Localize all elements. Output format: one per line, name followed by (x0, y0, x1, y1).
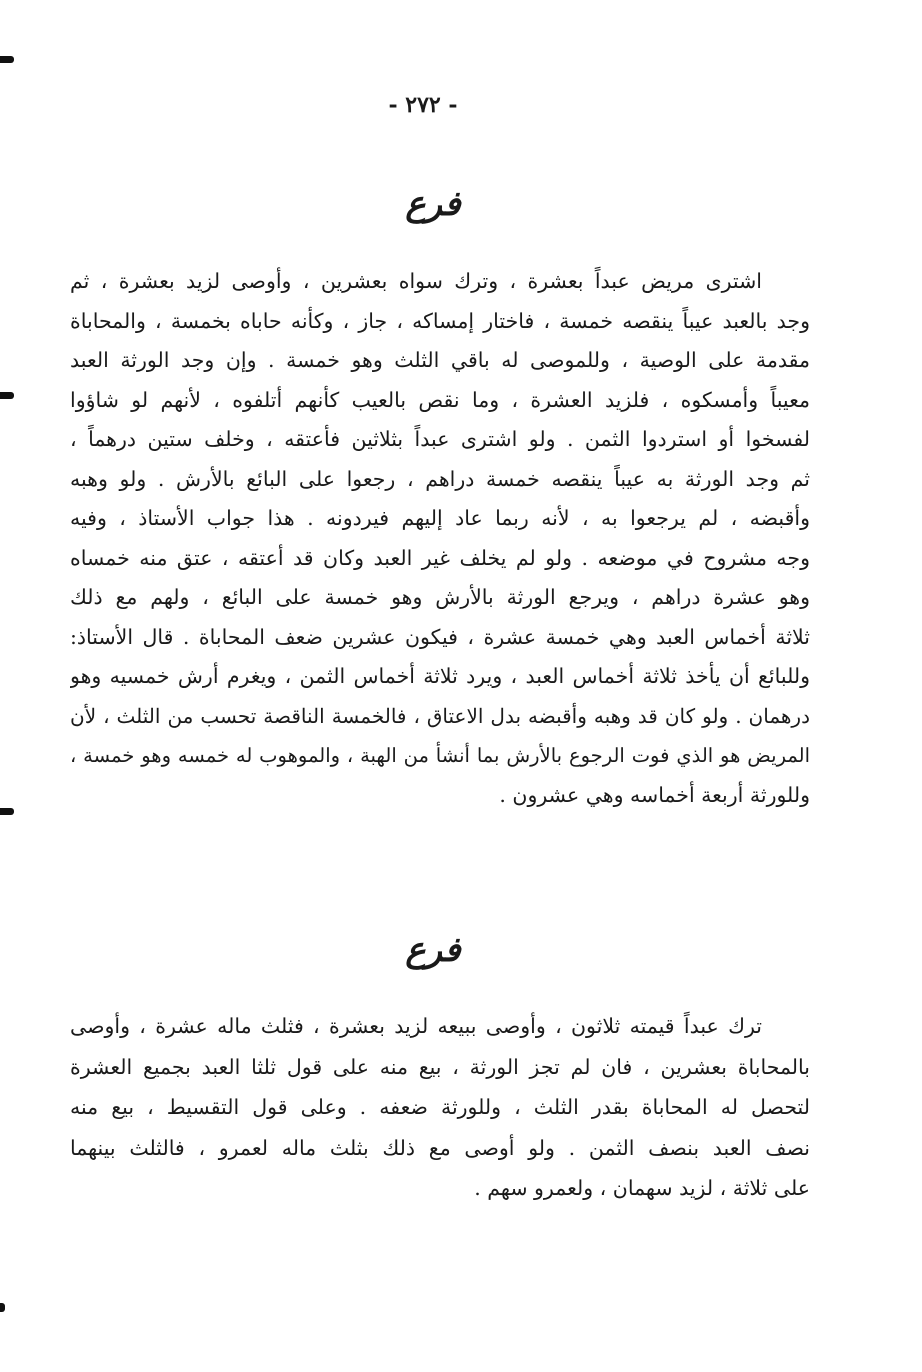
section-body (70, 262, 810, 815)
section-heading: فرع (405, 184, 461, 224)
text-line: بالمحاباة بعشرين ، فان لم تجز الورثة ، بيع منه على قول ثلثا العبد بجميع العشرة (70, 1054, 810, 1079)
text-line: المريض هو الذي فوت الرجوع بالأرش بما أنشأ من الهبة ، والموهوب له خمسه وهو خمسة ، (70, 744, 810, 767)
text-line: لتحصل له المحاباة بقدر الثلث ، وللورثة ضعفه . وعلى قول التقسيط ، بيع منه (70, 1095, 810, 1119)
text-line: درهمان . ولو كان قد وهبه وأقبضه بدل الاعتاق ، فالخمسة الناقصة تحسب من الثلث ، لأن (70, 703, 810, 728)
text-line: ترك عبداً قيمته ثلاثون ، وأوصى ببيعه لزيد بعشرة ، فثلث ماله عشرة ، وأوصى (70, 1014, 762, 1038)
text-line: على ثلاثة ، لزيد سهمان ، ولعمرو سهم . (474, 1176, 810, 1200)
margin-binding-mark (0, 392, 14, 399)
text-line: وهو عشرة دراهم ، ويرجع الورثة بالأرش وهو خمسة على البائع ، ولهم مع ذلك (70, 585, 810, 609)
text-line: ثم وجد الورثة به عيباً ينقصه خمسة دراهم ، رجعوا على البائع بالأرش . ولو وهبه (70, 466, 810, 491)
text-line: وجد بالعبد عيباً ينقصه خمسة ، فاختار إمساكه ، جاز ، وكأنه حاباه بخمسة ، والمحاباة (70, 308, 810, 333)
text-line: ثلاثة أخماس العبد وهي خمسة عشرة ، فيكون عشرين ضعف المحاباة . قال الأستاذ: (70, 624, 810, 649)
text-line: نصف العبد بنصف الثمن . ولو أوصى مع ذلك بثلث ماله لعمرو ، فالثلث بينهما (70, 1135, 810, 1160)
text-line: لفسخوا أو استردوا الثمن . ولو اشترى عبداً بثلاثين فأعتقه ، وخلف ستين درهماً ، (70, 427, 810, 451)
text-line: وأقبضه ، لم يرجعوا به ، لأنه ربما عاد إليهم فيردونه . هذا جواب الأستاذ ، وفيه (70, 506, 810, 530)
text-line: وللبائع أن يأخذ ثلاثة أخماس العبد ، ويرد ثلاثة أخماس الثمن ، ويغرم أرش خمسيه وهو (70, 664, 810, 688)
text-line: مقدمة على الوصية ، وللموصى له باقي الثلث وهو خمسة . وإن وجد الورثة العبد (70, 348, 810, 372)
section-heading: فرع (405, 930, 461, 970)
margin-binding-mark (0, 1303, 5, 1312)
text-line: معيباً وأمسكوه ، فلزيد العشرة ، وما نقص بالعيب كأنهم أتلفوه ، لأنهم لو شاؤوا (70, 387, 810, 412)
section-body (70, 1006, 810, 1209)
page-number: - ٢٧٢ - (388, 92, 458, 118)
text-line: اشترى مريض عبداً بعشرة ، وترك سواه بعشرين ، وأوصى لزيد بعشرة ، ثم (70, 269, 762, 293)
margin-binding-mark (0, 56, 14, 63)
margin-binding-mark (0, 808, 14, 815)
text-line: وجه مشروح في موضعه . ولو لم يخلف غير العبد وكان قد أعتقه ، عتق منه خمساه (70, 545, 810, 570)
text-line: وللورثة أربعة أخماسه وهي عشرون . (499, 782, 810, 807)
